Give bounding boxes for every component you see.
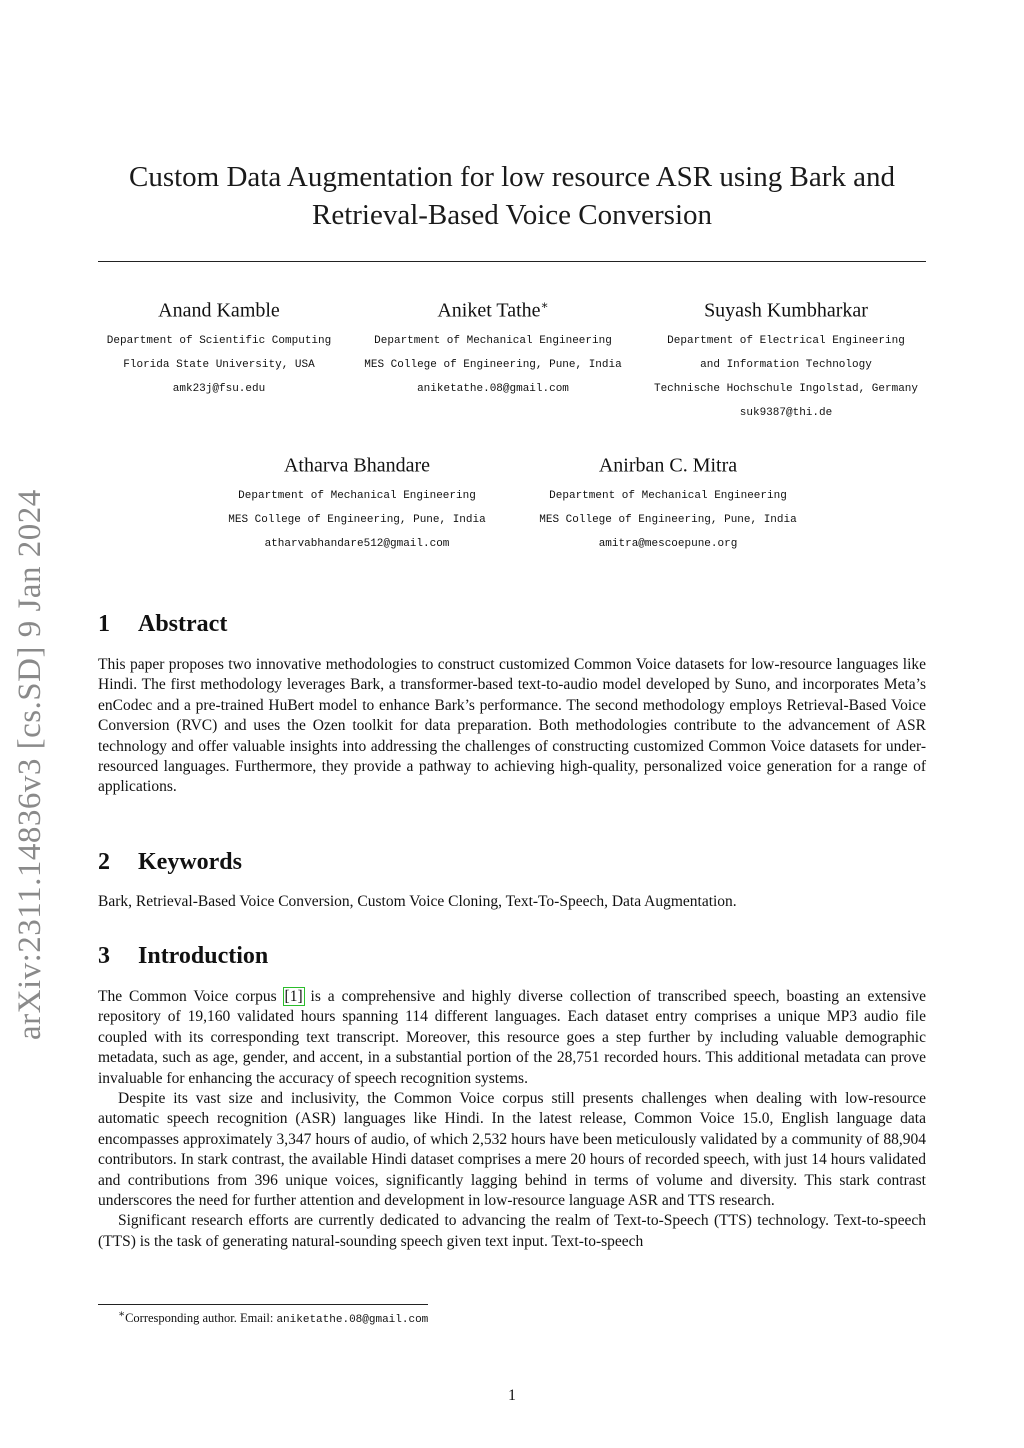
section-heading-keywords (98, 849, 242, 876)
intro-paragraph-2: Despite its vast size and inclusivity, the Common Voice corpus still presents challenges when dealing with low-resource automatic speech recognition (ASR) languages like Hindi. In the latest release, Common Voice 15.0, English language data encompasses approximately 3,347 hours of audio, of which 2,532 hours have been meticulously validated by a community of 88,904 contributors. In stark contrast, the available Hindi dataset comprises a mere 20 hours of recorded speech, with just 14 hours validated and contributions from 396 unique voices, significantly lagging behind in terms of volume and diversity. This stark contrast underscores the need for further attention and development in low-resource language ASR and TTS research. (98, 1090, 926, 1210)
author-department: Department of Mechanical Engineering (549, 489, 787, 502)
author-name: Anirban C. Mitra (598, 454, 738, 477)
title-line-1: Custom Data Augmentation for low resource ASR using Bark and (129, 161, 895, 193)
footnote-divider (98, 1304, 428, 1305)
author-email[interactable]: amitra@mescoepune.org (598, 537, 738, 550)
footnote-text: Corresponding author. Email: (125, 1311, 277, 1326)
author-institution: Technische Hochschule Ingolstad, Germany (653, 382, 919, 395)
author-block (192, 448, 522, 556)
section-heading-abstract (98, 611, 227, 638)
intro-paragraph-1: The Common Voice corpus [1] is a comprehensive and highly diverse collection of transcribed speech, boasting an extensive repository of 19,160 validated hours spanning 114 different languages. Each dataset entry comprises a unique MP3 audio file coupled with its corresponding text transcript. Moreover, this resource goes a step further by including valuable demographic metadata, such as age, gender, and accent, in a substantial portion of the 28,751 recorded hours. This additional metadata can prove invaluable for enhancing the accuracy of speech recognition systems. (98, 988, 926, 1087)
author-department: Department of Scientific Computing (106, 334, 332, 347)
author-institution: MES College of Engineering, Pune, India (228, 513, 486, 526)
author-email[interactable]: aniketathe.08@gmail.com (417, 382, 569, 395)
page-number: 1 (508, 1387, 516, 1404)
author-email[interactable]: atharvabhandare512@gmail.com (264, 537, 450, 550)
author-name: Aniket Tathe∗ (437, 298, 549, 322)
author-institution: MES College of Engineering, Pune, India (364, 358, 622, 371)
author-department-cont: and Information Technology (700, 358, 872, 371)
author-institution: MES College of Engineering, Pune, India (539, 513, 797, 526)
author-email[interactable]: amk23j@fsu.edu (172, 382, 266, 395)
keywords-text: Bark, Retrieval-Based Voice Conversion, Custom Voice Cloning, Text-To-Speech, Data Augmentation. (98, 893, 737, 910)
author-department: Department of Mechanical Engineering (374, 334, 612, 347)
section-title: Abstract (138, 611, 228, 637)
citation-link[interactable]: [1] (284, 988, 303, 1005)
section-title: Introduction (138, 943, 269, 969)
footnote-email[interactable]: aniketathe.08@gmail.com (276, 1314, 429, 1327)
author-block (621, 293, 951, 425)
paper-title (98, 158, 926, 234)
corresponding-mark: ∗ (540, 298, 549, 312)
author-department: Department of Mechanical Engineering (238, 489, 476, 502)
author-email[interactable]: suk9387@thi.de (739, 406, 833, 419)
author-name: Suyash Kumbharkar (704, 299, 868, 322)
author-name: Anand Kamble (158, 299, 280, 322)
introduction-body (98, 987, 926, 1252)
author-block (328, 293, 658, 401)
section-number: 3 (98, 943, 110, 969)
author-institution: Florida State University, USA (123, 358, 315, 371)
abstract-text: This paper proposes two innovative methodologies to construct customized Common Voice datasets for low-resource languages like Hindi. The first methodology leverages Bark, a transformer-based text-to-audio model developed by Suno, and incorporates Meta’s enCodec and a pre-trained HuBert model to enhance Bark’s performance. The second methodology employs Retrieval-Based Voice Conversion (RVC) and uses the Ozen toolkit for data preparation. Both methodologies contribute to the advancement of ASR technology and offer valuable insights into addressing the challenges of constructing customized Common Voice datasets for under-resourced languages. Furthermore, they provide a pathway to achieving high-quality, personalized voice generation for a range of applications. (98, 656, 926, 796)
author-block (503, 448, 833, 556)
section-title: Keywords (138, 849, 242, 875)
author-name: Atharva Bhandare (283, 454, 431, 477)
title-divider (98, 261, 926, 262)
section-heading-introduction (98, 943, 268, 970)
section-number: 2 (98, 849, 110, 875)
title-line-2: Retrieval-Based Voice Conversion (311, 199, 712, 231)
author-department: Department of Electrical Engineering (667, 334, 905, 347)
footnote (118, 1308, 428, 1326)
arxiv-identifier: arXiv:2311.14836v3 [cs.SD] 9 Jan 2024 (12, 489, 48, 1040)
section-number: 1 (98, 611, 110, 637)
intro-paragraph-3: Significant research efforts are currently dedicated to advancing the realm of Text-to-Speech (TTS) technology. Text-to-speech (TTS) is the task of generating natural-sounding speech given text input. Text-to-speech (98, 1212, 926, 1250)
footnote-mark: ∗ (118, 1309, 126, 1320)
